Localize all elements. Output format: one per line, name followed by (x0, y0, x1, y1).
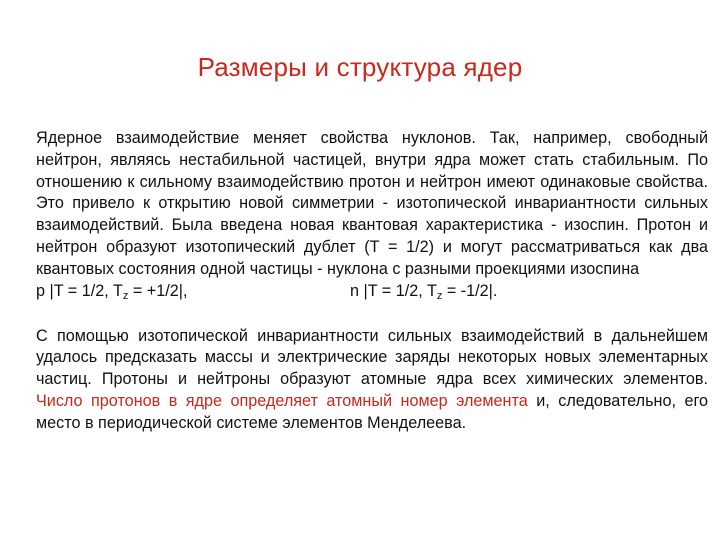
neutron-formula-subscript: z (436, 289, 443, 302)
paragraph-nuclear-interaction: Ядерное взаимодействие меняет свойства нуклонов. Так, например, свободный нейтрон, являясь нестабильной частицей, внутри ядра может стать стабильным. По отношению к сильному взаимодействию протон и нейтрон имеют одинаковые свойства. Это привело к открытию новой симметрии - изотопической инвариантности сильных взаимодействий. Была введена новая квантовая характеристика - изоспин. Протон и нейтрон образуют изотопический дублет (T = 1/2) и могут рассматриваться как два квантовых состояния одной частицы - нуклона с разными проекциями изоспина (36, 129, 708, 278)
paragraph2-end: и, следовательно, его место в периодической системе элементов Менделеева. (36, 391, 708, 432)
proton-formula-prefix: p |T = 1/2, T (36, 281, 123, 300)
slide-body (36, 128, 708, 435)
slide-title: Размеры и структура ядер (197, 52, 523, 82)
neutron-formula-suffix: = -1/2|. (442, 281, 498, 300)
paragraph2-highlight: Число протонов в ядре определяет атомный номер элемента (36, 391, 528, 410)
paragraph2-start: С помощью изотопической инвариантности сильных взаимодействий в дальнейшем удалось предсказать массы и электрические заряды некоторых новых элементарных частиц. Протоны и нейтроны образуют атомные ядра всех химических элементов. (36, 326, 708, 389)
proton-state-formula (36, 281, 187, 303)
proton-formula-suffix: = +1/2|, (128, 281, 188, 300)
neutron-formula-prefix: n |T = 1/2, T (350, 281, 437, 300)
isospin-formulas (36, 281, 708, 303)
paragraph-isotopic-invariance (36, 326, 708, 435)
proton-formula-subscript: z (122, 289, 129, 302)
neutron-state-formula (350, 281, 497, 303)
paragraph-gap (36, 303, 708, 326)
